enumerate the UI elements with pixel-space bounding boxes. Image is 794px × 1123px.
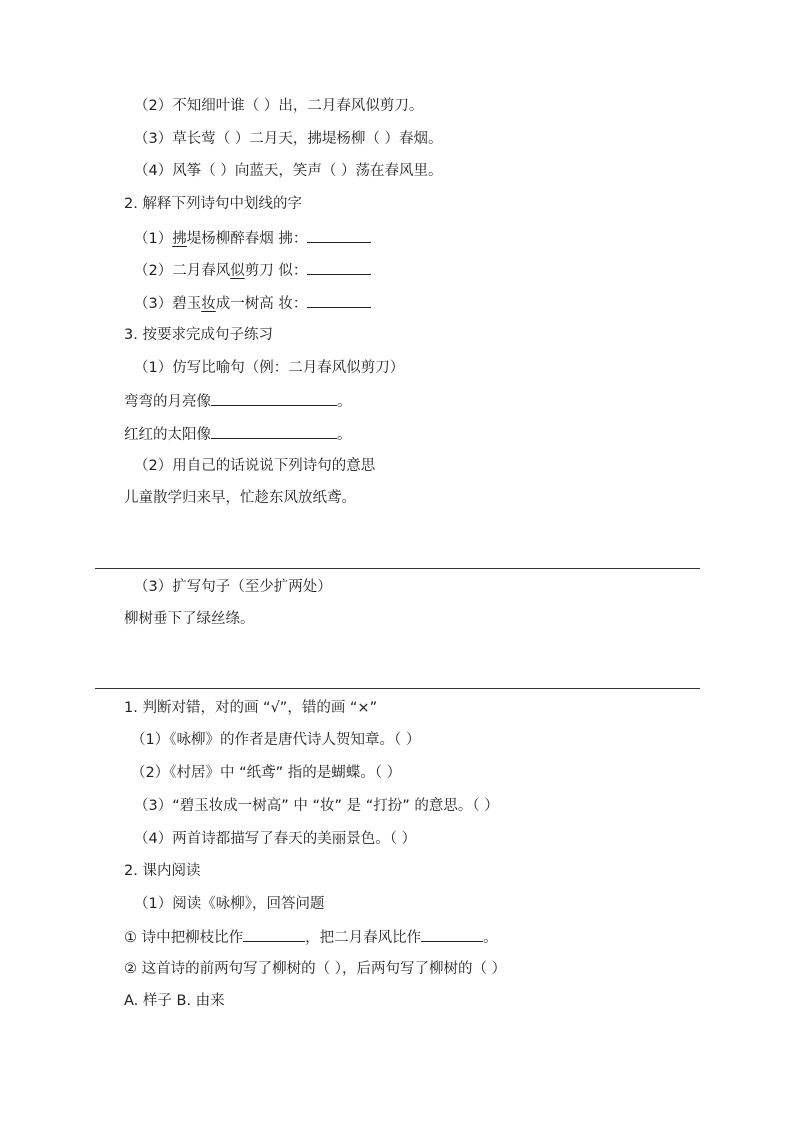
expand-base-sentence: 柳树垂下了绿丝绦。 [124, 611, 255, 627]
label-text: 红红的太阳像 [124, 427, 211, 443]
period: 。 [337, 427, 352, 443]
explain-question-1 [134, 228, 371, 249]
reading-question-1 [124, 927, 498, 948]
label-text: （3）碧玉 [134, 296, 202, 312]
label-text: （1） [134, 231, 173, 247]
judge-item-4: （4）两首诗都描写了春天的美丽景色。（ ） [134, 831, 417, 847]
fill-question-2: （2）不知细叶谁（ ）出，二月春风似剪刀。 [134, 98, 424, 114]
judge-heading: 1. 判断对错，对的画 “√”，错的画 “×” [124, 700, 378, 716]
fill-question-4: （4）风筝（ ）向蓝天，笑声（ ）荡在春风里。 [134, 163, 443, 179]
simile-moon [124, 391, 352, 412]
answer-blank[interactable] [307, 228, 371, 243]
judge-item-1: （1）《咏柳》的作者是唐代诗人贺知章。（ ） [131, 732, 421, 748]
poem-line: 儿童散学归来早，忙趁东风放纸鸢。 [124, 490, 356, 506]
simile-sun [124, 424, 352, 445]
period: 。 [483, 930, 498, 946]
fill-question-3: （3）草长莺（ ）二月天，拂堤杨柳（ ）春烟。 [134, 131, 443, 147]
simile-prompt: （1）仿写比喻句（例：二月春风似剪刀） [134, 360, 405, 376]
underlined-char: 拂 [172, 231, 187, 247]
explain-question-3 [134, 293, 371, 314]
reading-options: A. 样子 B. 由来 [124, 993, 225, 1009]
meaning-prompt: （2）用自己的话说说下列诗句的意思 [134, 458, 376, 474]
expand-prompt: （3）扩写句子（至少扩两处） [134, 579, 332, 595]
label-text: 成一树高 妆： [215, 296, 308, 312]
sentences-heading: 3. 按要求完成句子练习 [124, 327, 273, 343]
explain-question-2 [134, 260, 371, 281]
label-text: 堤杨柳醉春烟 拂： [186, 231, 308, 247]
answer-blank[interactable] [307, 260, 371, 275]
answer-blank[interactable] [307, 293, 371, 308]
period: 。 [337, 394, 352, 410]
label-text: ，把二月春风比作 [305, 930, 422, 946]
judge-item-3: （3）“碧玉妆成一树高” 中 “妆” 是 “打扮” 的意思。（ ） [134, 798, 499, 814]
answer-line[interactable] [95, 688, 700, 689]
answer-blank[interactable] [211, 424, 337, 439]
underlined-char: 妆 [201, 296, 216, 312]
answer-blank[interactable] [211, 391, 337, 406]
answer-blank[interactable] [243, 927, 305, 942]
underlined-char: 似 [230, 263, 245, 279]
answer-line[interactable] [95, 568, 700, 569]
reading-prompt: （1）阅读《咏柳》，回答问题 [134, 896, 325, 912]
judge-item-2: （2）《村居》中 “纸鸢” 指的是蝴蝶。（ ） [131, 765, 402, 781]
label-text: 弯弯的月亮像 [124, 394, 211, 410]
explain-heading: 2. 解释下列诗句中划线的字 [124, 196, 302, 212]
reading-heading: 2. 课内阅读 [124, 863, 201, 879]
label-text: （2）二月春风 [134, 263, 231, 279]
label-text: 剪刀 似： [244, 263, 308, 279]
answer-blank[interactable] [421, 927, 483, 942]
label-text: ① 诗中把柳枝比作 [124, 930, 244, 946]
reading-question-2: ② 这首诗的前两句写了柳树的（ ），后两句写了柳树的（ ） [124, 961, 507, 977]
